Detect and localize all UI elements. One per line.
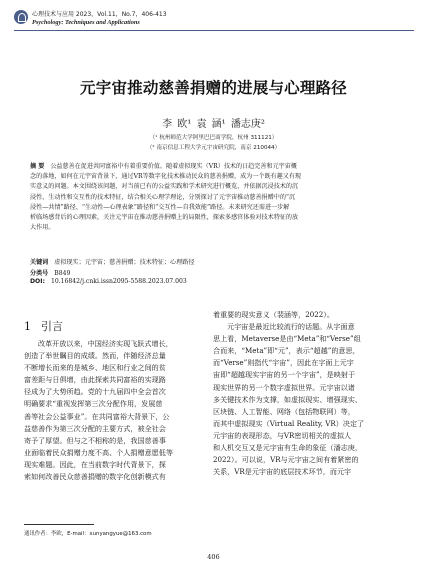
body-line: 和人机交互又是元宇宙有生命的象征（潘志庚， — [213, 443, 362, 453]
keywords — [30, 257, 400, 266]
affiliation-2: （² 南京信息工程大学元宇宙研究院，南京 210044） — [146, 145, 281, 151]
body-line: 明确要求“重视发挥第三次分配作用，发展慈 — [24, 399, 163, 409]
affiliation-1: （¹ 杭州师范大学阿里巴巴商学院，杭州 311121） — [149, 135, 278, 141]
body-line: 多关键技术作为支撑，如虚拟现实、增强现实、 — [213, 394, 362, 404]
abstract-line: 析临场感背后的心理因素，关注元宇宙在推动慈善捐赠上的局限性，探索多感官体验对技术特征的放 — [30, 214, 299, 222]
body-line: 元宇宙是最近比较流行的话题。从字面意 — [227, 322, 355, 332]
keywords-label: 关键词 — [30, 259, 49, 266]
body-line: 区块链、人工智能、网络（包括物联网）等， — [213, 406, 355, 416]
body-line: 善等社会公益事业”。在共同富裕大背景下，公 — [24, 411, 170, 421]
journal-logo-icon — [14, 10, 28, 24]
abstract — [30, 162, 400, 233]
body-line: 2022）。可以说，VR与元宇宙之间有着紧密的 — [213, 455, 359, 465]
body-line: 关系，VR是元宇宙的底层技术环节，而元宇 — [213, 467, 352, 477]
article-title: 元宇宙推动慈善捐赠的进展与心理路径 — [80, 79, 347, 97]
abstract-label: 摘 要 — [30, 163, 45, 170]
footnote: 通讯作者：李欧，E-mail：xunyangyue@163.com — [24, 531, 152, 537]
body-line: 改革开放以来，中国经济实现飞跃式增长， — [38, 339, 173, 348]
abstract-line: 浸性、生动性和交互性的技术特征，结合相关心理学理论，分别探讨了元宇宙推动慈善捐赠中的“沉 — [30, 193, 296, 201]
abstract-line: 实意义的问题。本文围绕该问题，对当前已有的公益实践和学术研究进行概览，并依据沉浸技术的沉 — [30, 183, 299, 191]
body-line: 而其中虚拟现实（Virtual Reality, VR）决定了 — [213, 418, 365, 428]
classification — [30, 268, 400, 277]
page-number: 406 — [207, 553, 220, 561]
body-line: 创造了举世瞩目的成绩。然而，伴随经济总量 — [24, 351, 166, 361]
body-line: 合而来，“Meta”即“元”，表示“超越”的意思， — [213, 346, 360, 356]
abstract-line: 摘 要 公益慈善在促进共同富裕中有着重要价值。随着虚拟现实（VR）技术的日趋完善和元宇宙概 — [30, 163, 297, 170]
doi-value[interactable]: 10.16842/j.cnki.issn2095-5588.2023.07.003 — [50, 278, 187, 285]
body-line: 现实世界的另一个数字虚拟世界。元宇宙以诸 — [213, 382, 355, 392]
doi-label: DOI: — [30, 278, 45, 285]
body-line: 不断增长而来的是城乡、地区和行业之间的贫 — [24, 363, 166, 373]
abstract-line: 念的落地，如何在元宇宙背景下，通过VR等数字化技术推动民众的慈善捐赠，成为一个既有趣又有现 — [30, 173, 302, 181]
body-line: 索如何改善民众慈善捐赠的数字化创新模式有 — [24, 472, 166, 482]
header-rule — [14, 30, 414, 31]
classification-value: B849 — [54, 270, 71, 277]
body-line: 而“Verse”则指代“宇宙”，因此在字面上元宇 — [213, 358, 354, 368]
journal-header — [14, 8, 414, 34]
section-heading — [24, 318, 63, 334]
body-line: 富差距与日俱增，由此探索共同富裕的实现路 — [24, 375, 166, 385]
section-title: 引言 — [41, 320, 63, 333]
body-line: 径成为了大势所趋。党的十九届四中全会首次 — [24, 387, 166, 397]
journal-name-cn: 心理技术与应用 2023，Vol.11，No.7，406-413 — [32, 11, 167, 18]
section-number: 1 — [24, 320, 31, 333]
body-line: 业面临着民众捐赠力度不高、个人捐赠意愿低等 — [24, 447, 173, 457]
footnote-divider — [24, 524, 94, 525]
body-line: 宙即“超越现实宇宙的另一个宇宙”，是映射于 — [213, 370, 356, 380]
body-right-column — [213, 309, 403, 478]
body-line: 现实难题。因此，在当前数字时代背景下，探 — [24, 459, 166, 469]
article-authors: 李 欧¹ 袁 涵¹ 潘志庚² — [162, 119, 265, 130]
doi — [30, 278, 400, 285]
body-line: 思上看，Metaverse是由“Meta”和“Verse”组 — [213, 334, 361, 344]
classification-label: 分类号 — [30, 270, 49, 277]
body-line: 元宇宙的表现形态，与VR密切相关的虚拟人 — [213, 430, 352, 440]
body-line: 寄予了厚望。但与之不相称的是，我国慈善事 — [24, 435, 166, 445]
keywords-value: 虚拟现实；元宇宙；慈善捐赠；技术特征；心理路径 — [54, 259, 195, 266]
body-line: 着重要的现实意义（裴涵等，2022）。 — [213, 310, 334, 319]
abstract-line: 大作用。 — [30, 224, 55, 232]
body-line: 益慈善作为第三次分配的主要方式，被全社会 — [24, 423, 166, 433]
journal-name-en: Psychology: Techniques and Applications — [32, 19, 140, 26]
body-left-column — [24, 338, 214, 483]
abstract-line: 浸性—共情”路径、“生动性—心理表象”路径和“交互性—自我效能”路径。未来研究还需进一步解 — [30, 203, 290, 211]
